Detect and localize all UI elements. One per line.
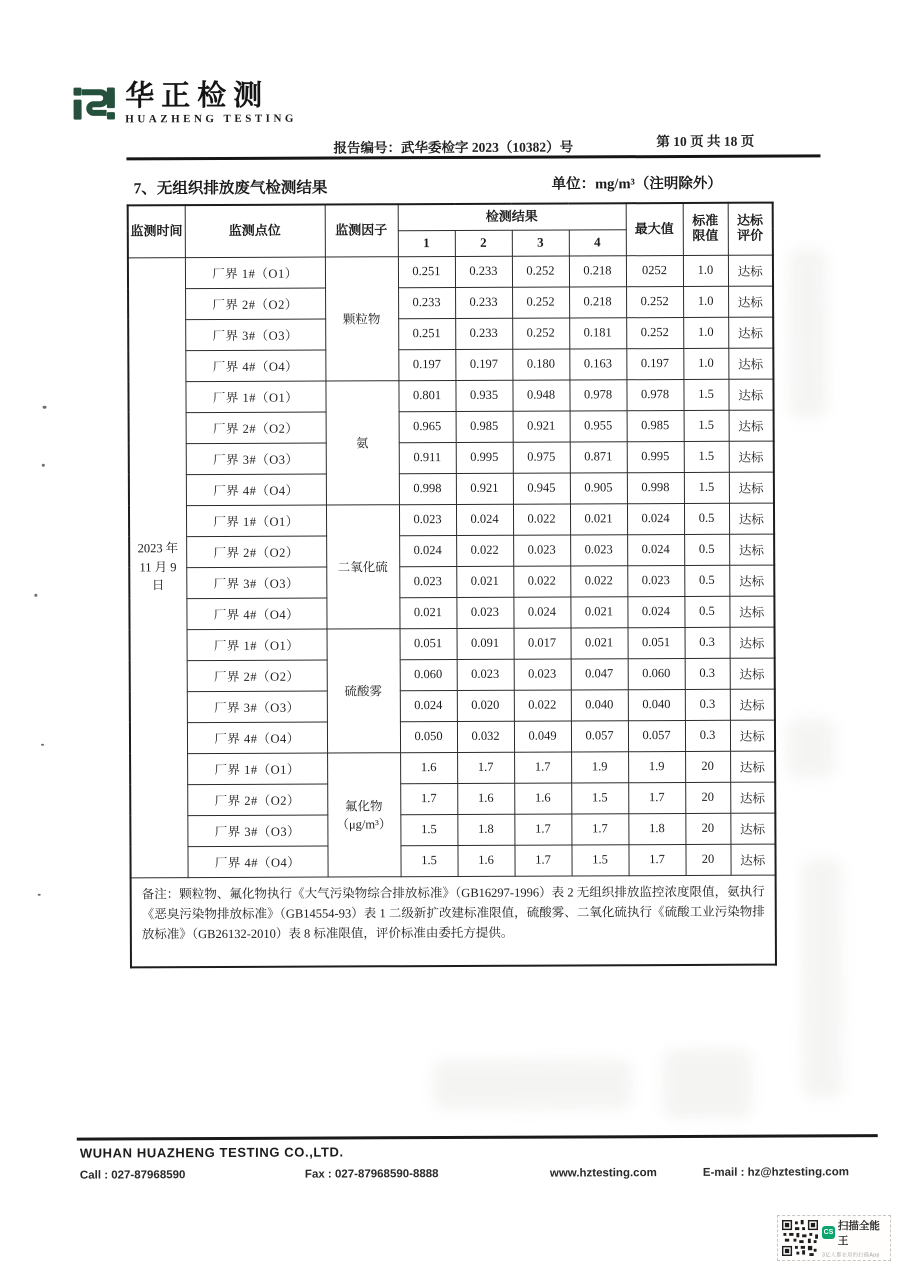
limit-value-cell: 0.3 xyxy=(685,689,730,720)
monitor-point-cell: 厂界 3#（O3） xyxy=(187,691,327,723)
result-value-cell-4: 0.057 xyxy=(571,720,628,751)
result-value-cell-2: 0.233 xyxy=(455,256,512,287)
monitor-point-cell: 厂界 1#（O1） xyxy=(187,629,327,661)
phone-label: Call : 027-87968590 xyxy=(79,1169,186,1182)
scan-smudge xyxy=(802,858,843,1098)
scan-smudge xyxy=(432,1059,632,1110)
header-result-col-1: 1 xyxy=(398,230,455,256)
result-value-cell-2: 0.022 xyxy=(456,535,513,566)
result-value-cell-2: 0.091 xyxy=(457,628,514,659)
result-value-cell-2: 1.8 xyxy=(457,814,514,845)
limit-value-cell: 0.3 xyxy=(685,658,730,689)
unit-label: 单位：mg/m³（注明除外） xyxy=(551,175,722,193)
result-value-cell-1: 0.911 xyxy=(399,442,456,473)
table-row xyxy=(130,627,775,661)
result-value-cell-1: 0.051 xyxy=(400,628,457,659)
result-value-cell-4: 1.5 xyxy=(571,844,628,875)
monitor-factor-cell: 颗粒物 xyxy=(325,256,399,380)
result-value-cell-4: 0.023 xyxy=(570,534,627,565)
report-number: 报告编号：武华委检字 2023（10382）号 xyxy=(333,139,574,156)
result-value-cell-3: 1.7 xyxy=(514,813,571,844)
limit-value-cell: 0.5 xyxy=(684,596,729,627)
header-evaluation: 达标 评价 xyxy=(728,203,773,255)
monitor-point-cell: 厂界 4#（O4） xyxy=(187,722,327,754)
results-table xyxy=(127,202,777,969)
max-value-cell: 0.995 xyxy=(627,441,684,472)
result-value-cell-2: 0.032 xyxy=(457,721,514,752)
table-row xyxy=(130,813,775,847)
evaluation-cell: 达标 xyxy=(728,348,773,379)
scan-smudge xyxy=(787,718,835,778)
result-value-cell-3: 0.023 xyxy=(514,658,571,689)
result-value-cell-1: 0.021 xyxy=(399,597,456,628)
table-row xyxy=(129,596,774,630)
camscanner-logo-icon: CS xyxy=(822,1226,835,1239)
table-row xyxy=(129,472,774,506)
table-row xyxy=(130,844,775,878)
result-value-cell-1: 1.6 xyxy=(400,752,457,783)
remark-row xyxy=(131,875,776,968)
header-monitor-point: 监测点位 xyxy=(185,205,325,258)
evaluation-cell: 达标 xyxy=(728,379,773,410)
scan-smudge xyxy=(662,1049,752,1119)
result-value-cell-1: 0.024 xyxy=(400,690,457,721)
result-value-cell-4: 0.955 xyxy=(570,410,627,441)
table-row xyxy=(129,410,774,444)
result-value-cell-1: 1.7 xyxy=(400,783,457,814)
monitor-point-cell: 厂界 1#（O1） xyxy=(185,381,325,413)
monitor-factor-cell: 氨 xyxy=(325,380,399,504)
section-title: 7、无组织排放废气检测结果 xyxy=(133,179,328,198)
table-row xyxy=(129,503,774,537)
result-value-cell-2: 1.6 xyxy=(457,845,514,876)
brand-name-en: HUAZHENG TESTING xyxy=(125,113,297,126)
header-standard-limit: 标准 限值 xyxy=(683,203,728,255)
limit-value-cell: 1.5 xyxy=(683,379,728,410)
limit-value-cell: 1.0 xyxy=(683,317,728,348)
max-value-cell: 0.051 xyxy=(628,627,685,658)
result-value-cell-3: 0.022 xyxy=(513,565,570,596)
limit-value-cell: 1.0 xyxy=(683,348,728,379)
monitor-point-cell: 厂界 4#（O4） xyxy=(186,474,326,506)
limit-value-cell: 20 xyxy=(685,782,730,813)
max-value-cell: 0.060 xyxy=(628,658,685,689)
limit-value-cell: 0.5 xyxy=(684,565,729,596)
max-value-cell: 1.9 xyxy=(628,751,685,782)
table-row xyxy=(129,565,774,599)
result-value-cell-2: 0.023 xyxy=(457,659,514,690)
results-table-wrap xyxy=(127,202,778,969)
table-row xyxy=(130,689,775,723)
monitor-point-cell: 厂界 2#（O2） xyxy=(187,784,327,816)
result-value-cell-3: 0.017 xyxy=(514,627,571,658)
header-rule xyxy=(126,154,820,160)
company-name: WUHAN HUAZHENG TESTING CO.,LTD. xyxy=(79,1144,344,1161)
result-value-cell-1: 0.251 xyxy=(398,318,455,349)
monitor-point-cell: 厂界 3#（O3） xyxy=(186,567,326,599)
result-value-cell-4: 0.181 xyxy=(569,317,626,348)
evaluation-cell: 达标 xyxy=(730,720,775,751)
results-tbody xyxy=(128,255,776,878)
scan-speck xyxy=(41,744,44,746)
evaluation-cell: 达标 xyxy=(728,317,773,348)
monitor-point-cell: 厂界 1#（O1） xyxy=(185,257,325,289)
result-value-cell-3: 0.921 xyxy=(513,410,570,441)
result-value-cell-1: 0.251 xyxy=(398,256,455,287)
result-value-cell-1: 0.197 xyxy=(398,349,455,380)
monitor-factor-cell: 硫酸雾 xyxy=(327,628,401,752)
max-value-cell: 0.023 xyxy=(627,565,684,596)
monitor-point-cell: 厂界 3#（O3） xyxy=(185,319,325,351)
header-test-results: 检测结果 xyxy=(398,203,626,230)
result-value-cell-3: 0.948 xyxy=(512,379,569,410)
page-indicator: 第 10 页 共 18 页 xyxy=(656,133,755,150)
limit-value-cell: 0.5 xyxy=(684,534,729,565)
result-value-cell-2: 0.197 xyxy=(455,349,512,380)
evaluation-cell: 达标 xyxy=(729,441,774,472)
table-row xyxy=(129,441,774,475)
evaluation-cell: 达标 xyxy=(729,565,774,596)
max-value-cell: 1.7 xyxy=(628,782,685,813)
limit-value-cell: 0.3 xyxy=(685,720,730,751)
result-value-cell-4: 0.978 xyxy=(569,379,626,410)
scan-speck xyxy=(43,406,47,409)
email-label: E-mail : hz@hztesting.com xyxy=(702,1166,849,1179)
result-value-cell-2: 1.7 xyxy=(457,752,514,783)
max-value-cell: 0.998 xyxy=(627,472,684,503)
table-row xyxy=(130,782,775,816)
result-value-cell-1: 0.233 xyxy=(398,287,455,318)
max-value-cell: 0.985 xyxy=(627,410,684,441)
limit-value-cell: 0.5 xyxy=(684,503,729,534)
remark-text: 备注：颗粒物、氟化物执行《大气污染物综合排放标准》（GB16297-1996）表 2 无组织排放监控浓度限值，氨执行《恶臭污染物排放标准》（GB14554-93）表 1 二级新扩改建标准限值，硫酸雾、二氧化硫执行《硫酸工业污染物排放标准》（GB26132-2010）表 8 标准限值，评价标准由委托方提供。 xyxy=(131,875,776,968)
scan-smudge xyxy=(789,248,828,418)
max-value-cell: 1.8 xyxy=(628,813,685,844)
limit-value-cell: 1.5 xyxy=(684,410,729,441)
camscanner-watermark xyxy=(777,1215,891,1261)
monitor-point-cell: 厂界 2#（O2） xyxy=(187,660,327,692)
result-value-cell-3: 1.6 xyxy=(514,782,571,813)
camscanner-text-block xyxy=(822,1218,890,1259)
footer-rule xyxy=(77,1134,878,1140)
monitor-point-cell: 厂界 2#（O2） xyxy=(185,288,325,320)
header-result-col-2: 2 xyxy=(455,230,512,256)
monitor-point-cell: 厂界 1#（O1） xyxy=(187,753,327,785)
result-value-cell-4: 0.218 xyxy=(569,286,626,317)
result-value-cell-2: 0.935 xyxy=(455,380,512,411)
monitor-factor-cell: 二氧化硫 xyxy=(326,504,400,628)
monitor-point-cell: 厂界 2#（O2） xyxy=(186,412,326,444)
result-value-cell-3: 0.023 xyxy=(513,534,570,565)
limit-value-cell: 20 xyxy=(685,844,730,875)
max-value-cell: 0.197 xyxy=(626,348,683,379)
evaluation-cell: 达标 xyxy=(730,658,775,689)
evaluation-cell: 达标 xyxy=(730,782,775,813)
limit-value-cell: 20 xyxy=(685,751,730,782)
table-row xyxy=(128,286,773,320)
monitor-factor-cell: 氟化物 （μg/m³） xyxy=(327,752,401,876)
monitor-point-cell: 厂界 4#（O4） xyxy=(187,846,327,878)
qr-code-icon xyxy=(782,1220,818,1256)
huazheng-logo-icon xyxy=(72,81,116,125)
max-value-cell: 0.040 xyxy=(628,689,685,720)
evaluation-cell: 达标 xyxy=(730,844,775,875)
evaluation-cell: 达标 xyxy=(730,813,775,844)
result-value-cell-1: 0.023 xyxy=(399,566,456,597)
evaluation-cell: 达标 xyxy=(730,627,775,658)
result-value-cell-2: 0.233 xyxy=(455,318,512,349)
limit-value-cell: 20 xyxy=(685,813,730,844)
brand-text xyxy=(125,81,297,126)
result-value-cell-1: 1.5 xyxy=(400,845,457,876)
result-value-cell-3: 0.252 xyxy=(512,255,569,286)
result-value-cell-2: 0.021 xyxy=(456,566,513,597)
result-value-cell-3: 1.7 xyxy=(514,751,571,782)
header-monitor-time: 监测时间 xyxy=(128,205,185,257)
table-row xyxy=(128,348,773,382)
max-value-cell: 0.024 xyxy=(627,596,684,627)
monitor-point-cell: 厂界 2#（O2） xyxy=(186,536,326,568)
result-value-cell-1: 0.965 xyxy=(399,411,456,442)
header-result-col-3: 3 xyxy=(512,229,569,255)
result-value-cell-4: 0.021 xyxy=(570,596,627,627)
evaluation-cell: 达标 xyxy=(729,410,774,441)
monitor-point-cell: 厂界 1#（O1） xyxy=(186,505,326,537)
result-value-cell-1: 0.998 xyxy=(399,473,456,504)
scan-speck xyxy=(34,594,37,597)
result-value-cell-3: 0.180 xyxy=(512,348,569,379)
result-value-cell-4: 0.022 xyxy=(570,565,627,596)
table-row xyxy=(130,658,775,692)
brand-block xyxy=(72,81,297,126)
limit-value-cell: 1.0 xyxy=(683,286,728,317)
camscanner-slogan: 3亿人都在用的扫描App xyxy=(822,1252,880,1258)
result-value-cell-2: 0.024 xyxy=(456,504,513,535)
result-value-cell-4: 0.163 xyxy=(569,348,626,379)
website-label: www.hztesting.com xyxy=(549,1167,657,1180)
table-row xyxy=(128,255,773,289)
scan-speck xyxy=(42,464,45,467)
header-result-col-4: 4 xyxy=(569,229,626,255)
result-value-cell-2: 0.921 xyxy=(456,473,513,504)
max-value-cell: 0.252 xyxy=(626,317,683,348)
table-row xyxy=(130,751,775,785)
limit-value-cell: 0.3 xyxy=(685,627,730,658)
evaluation-cell: 达标 xyxy=(728,255,773,286)
result-value-cell-1: 1.5 xyxy=(400,814,457,845)
result-value-cell-2: 0.995 xyxy=(456,442,513,473)
monitor-point-cell: 厂界 3#（O3） xyxy=(186,443,326,475)
result-value-cell-3: 0.024 xyxy=(513,596,570,627)
result-value-cell-4: 0.021 xyxy=(570,503,627,534)
max-value-cell: 0.252 xyxy=(626,286,683,317)
limit-value-cell: 1.5 xyxy=(684,441,729,472)
max-value-cell: 0.024 xyxy=(627,503,684,534)
result-value-cell-1: 0.050 xyxy=(400,721,457,752)
result-value-cell-4: 0.905 xyxy=(570,472,627,503)
fax-label: Fax : 027-87968590-8888 xyxy=(304,1168,439,1181)
result-value-cell-3: 1.7 xyxy=(514,844,571,875)
result-value-cell-2: 0.233 xyxy=(455,287,512,318)
table-row xyxy=(130,720,775,754)
monitor-point-cell: 厂界 4#（O4） xyxy=(186,598,326,630)
result-value-cell-3: 0.022 xyxy=(513,503,570,534)
evaluation-cell: 达标 xyxy=(729,503,774,534)
monitor-date-cell: 2023 年 11 月 9 日 xyxy=(128,257,188,877)
evaluation-cell: 达标 xyxy=(730,751,775,782)
evaluation-cell: 达标 xyxy=(729,596,774,627)
evaluation-cell: 达标 xyxy=(729,534,774,565)
result-value-cell-3: 0.975 xyxy=(513,441,570,472)
result-value-cell-2: 0.020 xyxy=(457,690,514,721)
max-value-cell: 0.024 xyxy=(627,534,684,565)
result-value-cell-3: 0.945 xyxy=(513,472,570,503)
result-value-cell-3: 0.252 xyxy=(512,317,569,348)
max-value-cell: 0.057 xyxy=(628,720,685,751)
result-value-cell-4: 1.9 xyxy=(571,751,628,782)
max-value-cell: 0.978 xyxy=(626,379,683,410)
result-value-cell-2: 0.023 xyxy=(456,597,513,628)
result-value-cell-1: 0.060 xyxy=(400,659,457,690)
result-value-cell-1: 0.023 xyxy=(399,504,456,535)
limit-value-cell: 1.0 xyxy=(683,255,728,286)
max-value-cell: 0252 xyxy=(626,255,683,286)
header-monitor-factor: 监测因子 xyxy=(325,204,398,256)
brand-name-cn: 华正检测 xyxy=(125,79,270,113)
result-value-cell-4: 1.7 xyxy=(571,813,628,844)
result-value-cell-3: 0.049 xyxy=(514,720,571,751)
result-value-cell-4: 0.871 xyxy=(570,441,627,472)
result-value-cell-4: 0.047 xyxy=(571,658,628,689)
table-header-row xyxy=(128,203,773,232)
camscanner-app-name: 扫描全能王 xyxy=(837,1219,880,1247)
evaluation-cell: 达标 xyxy=(730,689,775,720)
monitor-point-cell: 厂界 4#（O4） xyxy=(185,350,325,382)
result-value-cell-3: 0.022 xyxy=(514,689,571,720)
result-value-cell-4: 0.040 xyxy=(571,689,628,720)
table-row xyxy=(128,379,773,413)
evaluation-cell: 达标 xyxy=(728,286,773,317)
result-value-cell-4: 0.218 xyxy=(569,255,626,286)
table-row xyxy=(128,317,773,351)
result-value-cell-2: 0.985 xyxy=(456,411,513,442)
max-value-cell: 1.7 xyxy=(628,844,685,875)
result-value-cell-4: 0.021 xyxy=(571,627,628,658)
table-row xyxy=(129,534,774,568)
result-value-cell-1: 0.024 xyxy=(399,535,456,566)
header-max-value: 最大值 xyxy=(626,203,683,255)
result-value-cell-2: 1.6 xyxy=(457,783,514,814)
scan-speck xyxy=(38,894,41,896)
result-value-cell-3: 0.252 xyxy=(512,286,569,317)
result-value-cell-1: 0.801 xyxy=(398,380,455,411)
result-value-cell-4: 1.5 xyxy=(571,782,628,813)
evaluation-cell: 达标 xyxy=(729,472,774,503)
limit-value-cell: 1.5 xyxy=(684,472,729,503)
monitor-point-cell: 厂界 3#（O3） xyxy=(187,815,327,847)
